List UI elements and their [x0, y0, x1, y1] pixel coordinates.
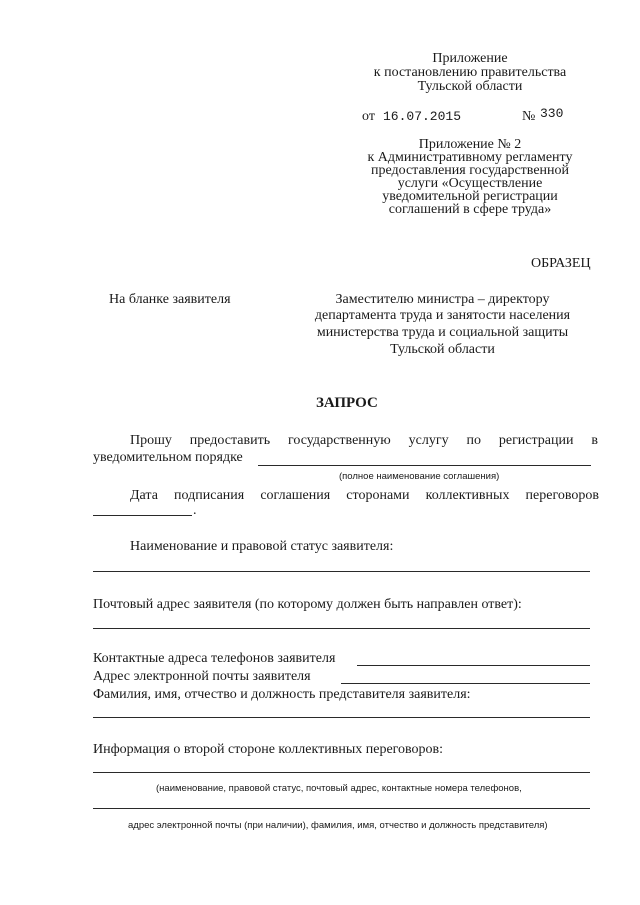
- date-prefix: от: [362, 109, 375, 124]
- postal-address-field[interactable]: [93, 628, 590, 629]
- appendix-2-line: предоставления государственной: [370, 163, 570, 178]
- period-mark: .: [193, 503, 197, 518]
- number-sign: №: [522, 109, 536, 124]
- second-party-field[interactable]: [93, 772, 590, 773]
- second-party-label: Информация о второй стороне коллективных переговоров:: [93, 742, 444, 757]
- addressee-line: Заместителю министра – директору: [335, 292, 550, 307]
- name-status-label: Наименование и правовой статус заявителя:: [130, 539, 394, 554]
- second-party-hint-2: адрес электронной почты (при наличии), фамилия, имя, отчество и должность представителя): [128, 820, 548, 831]
- second-party-hint: (наименование, правовой статус, почтовый адрес, контактные номера телефонов,: [156, 783, 522, 794]
- representative-label: Фамилия, имя, отчество и должность представителя заявителя:: [93, 687, 471, 702]
- applicant-form-label: На бланке заявителя: [109, 292, 231, 307]
- header-appendix-label: Приложение: [432, 51, 508, 66]
- sample-label: ОБРАЗЕЦ: [531, 256, 591, 271]
- header-resolution-label: к постановлению правительства: [373, 65, 567, 80]
- phones-label: Контактные адреса телефонов заявителя: [93, 651, 336, 666]
- document-number: 330: [540, 106, 564, 121]
- appendix-2-line: уведомительной регистрации: [382, 189, 558, 204]
- phones-field[interactable]: [357, 665, 590, 666]
- agreement-name-hint: (полное наименование соглашения): [339, 471, 500, 482]
- email-field[interactable]: [341, 683, 590, 684]
- request-text-cont: уведомительном порядке: [93, 450, 243, 465]
- appendix-2-line: к Административному регламенту: [367, 150, 573, 165]
- header-region-label: Тульской области: [417, 79, 523, 94]
- addressee-line: департамента труда и занятости населения: [314, 308, 571, 323]
- signing-date-label: Дата подписания соглашения сторонами коллективных переговоров: [130, 488, 599, 503]
- addressee-line: министерства труда и социальной защиты: [316, 325, 569, 340]
- second-party-field-2[interactable]: [93, 808, 590, 809]
- postal-address-label: Почтовый адрес заявителя (по которому должен быть направлен ответ):: [93, 597, 522, 612]
- representative-field[interactable]: [93, 717, 590, 718]
- email-label: Адрес электронной почты заявителя: [93, 669, 311, 684]
- appendix-2-line: услуги «Осуществление: [397, 176, 543, 191]
- signing-date-field[interactable]: [93, 515, 192, 516]
- addressee-line: Тульской области: [390, 342, 495, 357]
- name-status-field[interactable]: [93, 571, 590, 572]
- agreement-name-field[interactable]: [258, 465, 591, 466]
- appendix-2-title: Приложение № 2: [418, 137, 522, 152]
- appendix-2-line: соглашений в сфере труда»: [388, 202, 552, 217]
- page-title: ЗАПРОС: [316, 395, 378, 411]
- document-date: 16.07.2015: [383, 109, 462, 124]
- request-text: Прошу предоставить государственную услугу по регистрации в: [130, 433, 598, 448]
